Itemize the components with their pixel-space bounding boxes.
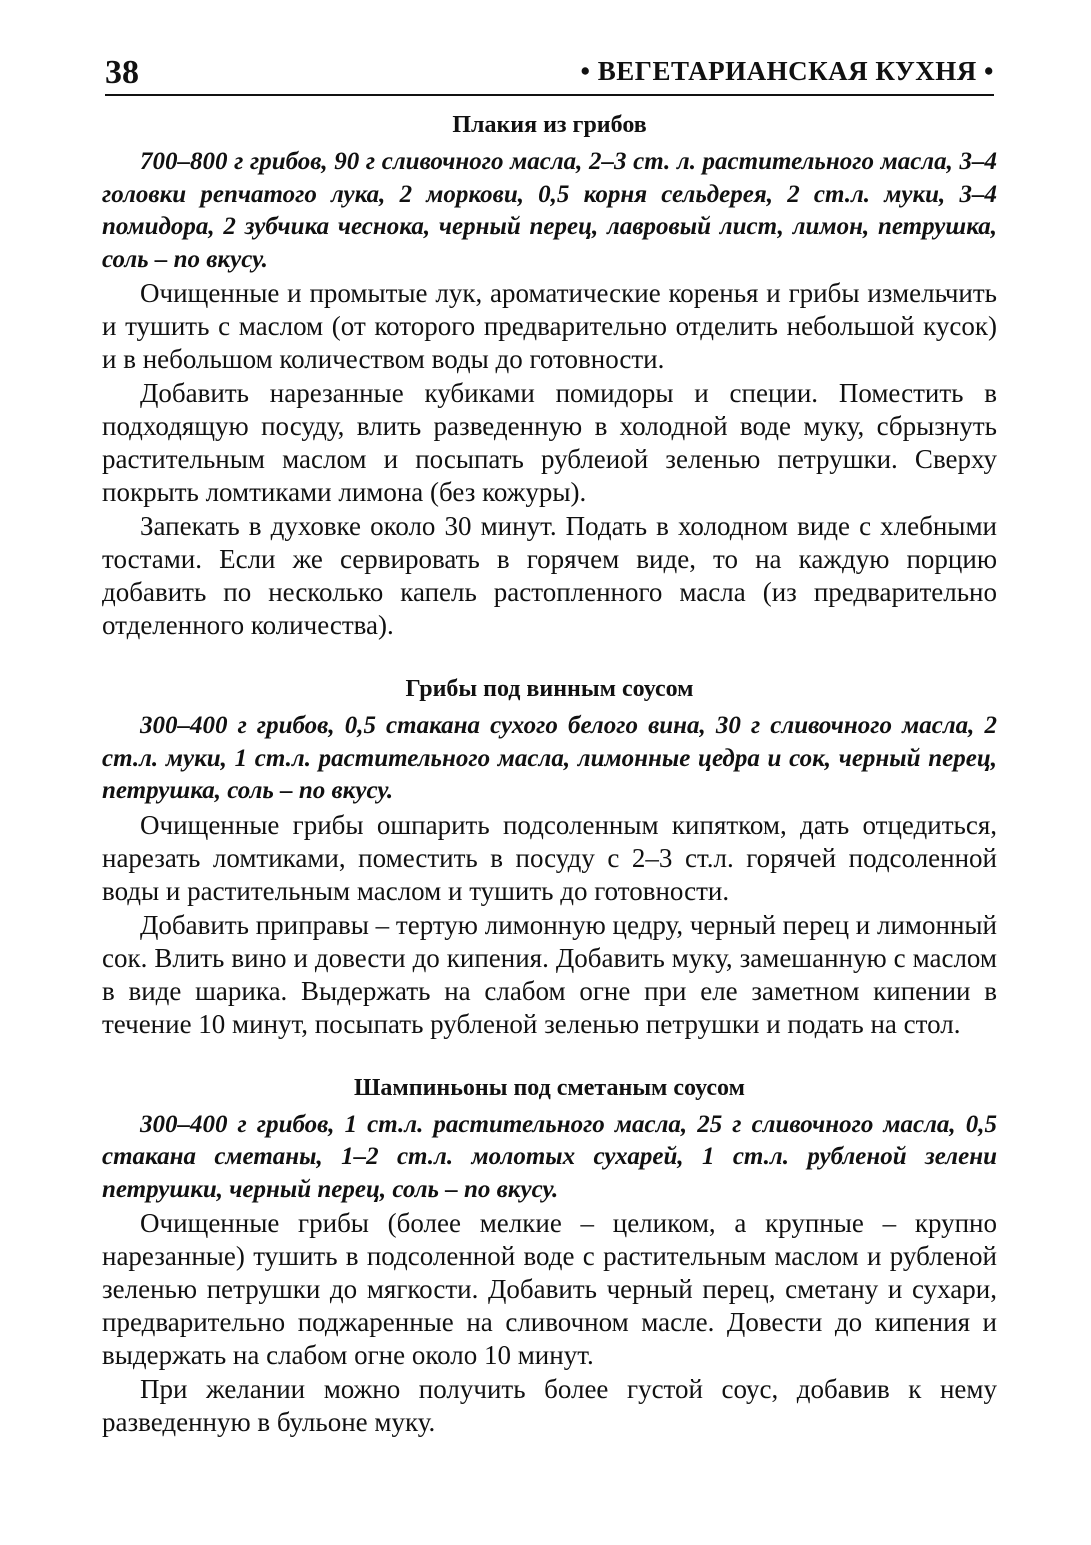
- instruction-paragraph: При желании можно получить более густой соус, добавив к нему разведенную в бульоне муку.: [102, 1374, 997, 1437]
- running-title: • ВЕГЕТАРИАНСКАЯ КУХНЯ •: [580, 56, 994, 86]
- page-content: [102, 108, 997, 1439]
- recipe-plakiya: [102, 108, 997, 642]
- recipe-wine-sauce-mushrooms: [102, 672, 997, 1041]
- instruction-paragraph: Очищенные грибы (более мелкие – целиком, а крупные – крупно нарезанные) тушить в подсоленной воде с растительным маслом и рубленой зеленью петрушки до мягкости. Добавить черный перец, сметану и сухари, предварительно поджаренные на сливочном масле. Довести до кипения и выдержать на слабом огне около 10 минут.: [102, 1208, 997, 1370]
- section-spacer: [102, 1041, 997, 1071]
- instruction-paragraph: Очищенные и промытые лук, ароматические коренья и грибы измельчить и тушить с маслом (от которого предварительно отделить небольшой кусок) и в небольшом количеством воды до готовности.: [102, 278, 997, 374]
- instruction-paragraph: Очищенные грибы ошпарить подсоленным кипятком, дать отцедиться, нарезать ломтиками, поместить в посуду с 2–3 ст.л. горячей подсоленной воды и растительным маслом и тушить до готовности.: [102, 809, 997, 906]
- page-number: 38: [105, 54, 139, 91]
- instruction-paragraph: Добавить нарезанные кубиками помидоры и специи. Поместить в подходящую посуду, влить разведенную в холодной воде муку, сбрызнуть растительным маслом и посыпать рублеиой зеленью петрушки. Сверху покрыть ломтиками лимона (без кожуры).: [102, 378, 997, 507]
- ingredients-list: 300–400 г грибов, 1 ст.л. растительного масла, 25 г сливочного масла, 0,5 стакана сметаны, 1–2 ст.л. молотых сухарей, 1 ст.л. рубленой зелени петрушки, черный перец, соль – по вкусу.: [102, 1110, 997, 1203]
- ingredients-list: 300–400 г грибов, 0,5 стакана сухого белого вина, 30 г сливочного масла, 2 ст.л. муки, 1 ст.л. растительного масла, лимонные цедра и сок, черный перец, петрушка, соль – по вкусу.: [102, 712, 997, 804]
- ingredients-list: 700–800 г грибов, 90 г сливочного масла, 2–3 ст. л. растительного масла, 3–4 головки репчатого лука, 2 моркови, 0,5 корня сельдерея, 2 ст.л. муки, 3–4 помидора, 2 зубчика чеснока, черный перец, лавровый лист, лимон, петрушка, соль – по вкусу.: [102, 148, 997, 273]
- recipe-title: Шампиньоны под сметаным соусом: [354, 1074, 745, 1101]
- recipe-title: Грибы под винным соусом: [405, 676, 694, 702]
- recipe-title: Плакия из грибов: [452, 112, 647, 138]
- running-header: [105, 52, 994, 96]
- instruction-paragraph: Запекать в духовке около 30 минут. Подать в холодном виде с хлебными тостами. Если же сервировать в горячем виде, то на каждую порцию добавить по несколько капель растопленного масла (из предварительно отделенного количества).: [102, 511, 997, 640]
- section-spacer: [102, 642, 997, 672]
- instruction-paragraph: Добавить приправы – тертую лимонную цедру, черный перец и лимонный сок. Влить вино и довести до кипения. Добавить муку, замешанную с маслом в виде шарика. Выдержать на слабом огне при еле заметном кипении в течение 10 минут, посыпать рубленой зеленью петрушки и подать на стол.: [102, 909, 997, 1039]
- recipe-champignons-sour-cream: [102, 1071, 997, 1440]
